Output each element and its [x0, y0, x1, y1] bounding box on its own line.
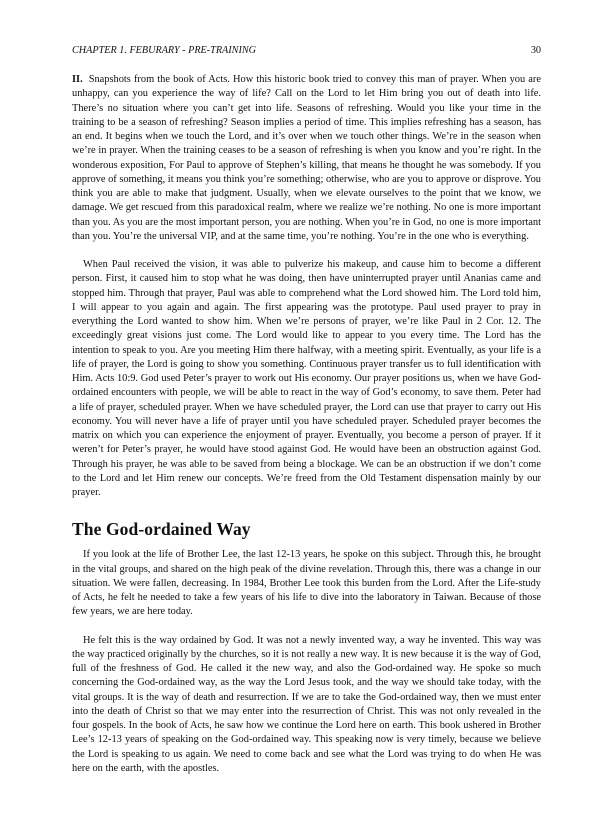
chapter-title: CHAPTER 1. FEBURARY - PRE-TRAINING [72, 45, 257, 56]
document-page [72, 0, 541, 816]
paragraph-brother-lee: If you look at the life of Brother Lee, the last 12-13 years, he spoke on this subject. Through this, he brought in the vital groups, and shared on the high peak of the divine revelation. Through this, there was a change in our situation. We were fallen, decreasing. In 1984, Brother Lee took this burden from the Lord. After the Life-study of Acts, he felt he needed to take a few years of his life to dive into the laboratory in Taiwan. Because of those few years, we are here today. [72, 549, 541, 618]
paragraph-paul-vision: When Paul received the vision, it was able to pulverize his makeup, and cause him to become a different person. First, it caused him to stop what he was doing, then have uninterrupted prayer until Ananias came and stopped him. Through that prayer, Paul was able to comprehend what the Lord showed him. The Lord told him, I will appear to you again and again. The first appearing was the prototype. Paul used prayer to pray in everything the Lord wanted to show him. When we’re persons of prayer, we’re like Paul in 2 Cor. 12. The exceedingly great visions just come. The Lord would like to appear to you every time. The Lord has the intention to speak to you. Are you meeting Him there halfway, with a meeting spirit. Eventually, as your life is a life of prayer, the Lord is going to show you something. Continuous prayer transfer us to full identification with Him. Acts 10:9. God used Peter’s prayer to work out His economy. Our prayer positions us, when we have God-ordained encounters with people, we will be able to react in the way of God’s economy, to save them. Peter had a life of prayer, scheduled prayer. When we have scheduled prayer, the Lord can use that prayer to carry out His economy. You will never have a life of prayer until you have scheduled prayer. Scheduled prayer becomes the matrix on which you can experience the enjoyment of prayer. Eventually, you become a person of prayer. If it weren’t for Peter’s prayer, he would have stood against God. He would have been an obstruction against God. Through his prayer, he was able to be saved from being a blockage. We can be an obstruction if we don’t come to the Lord and let Him renew our concepts. We’re freed from the Old Testament dispensation mainly by our prayer. [72, 259, 541, 498]
paragraph-snapshots-acts [72, 73, 541, 244]
paragraph-numeral: II. [72, 74, 83, 85]
page-number: 30 [530, 45, 541, 56]
paragraph-way-ordained: He felt this is the way ordained by God. It was not a newly invented way, a way he invented. This way was the way practiced originally by the churches, so it is not really a new way. It is new because it is the way of God, full of the freshness of God. He called it the new way, and also the God-ordained way. He spoke so much concerning the God-ordained way, as the way the Lord Jesus took, and the way we should take today, with the vital groups. It is the way of death and resurrection. If we are to take the God-ordained way, then we must enter into the death of Christ so that we may enter into the resurrection of Christ. This was not only revealed in the four gospels. In the book of Acts, he saw how we continue the Lord here on earth. This book ushered in Brother Lee’s 12-13 years of speaking on the God-ordained way. This speaking now is very timely, because we believe the Lord is speaking to us again. We need to come back and see what the Lord was trying to do when He was here on the earth, with the apostles. [72, 634, 541, 774]
running-header [72, 44, 541, 57]
paragraph-text: Snapshots from the book of Acts. How this historic book tried to convey this man of prayer. When you are unhappy, can you experience the way of life? Call on the Lord to let Him bring you out of death into life. There’s no situation where you can’t get into life. Seasons of refreshing. Would you like your time in the training to be a season of refreshing? Season implies a period of time. This implies refreshing has a season, has an end. It begins when we touch the Lord, and it’s over when we touch other things. We’re in the season when we’re in prayer. When the training ceases to be a season of refreshing is when you know and you’re right. In the wonderous exposition, For Paul to approve of Stephen’s killing, that means he thought he was somebody. If you approve of something, it means you think you’re something; otherwise, who are you to approve or disprove. You think you are able to make that judgment. Usually, when we elevate ourselves to the point that we know, we damage. We get rescued from this paradoxical realm, where we realize we’re nothing. No one is more important than you. As you are the most important person, you are nothing. When you’re in God, no one is more important than you. You’re the universal VIP, and at the same time, you’re nothing. You’re in the one who is everything. [72, 74, 541, 242]
section-heading: The God-ordained Way [72, 519, 251, 540]
